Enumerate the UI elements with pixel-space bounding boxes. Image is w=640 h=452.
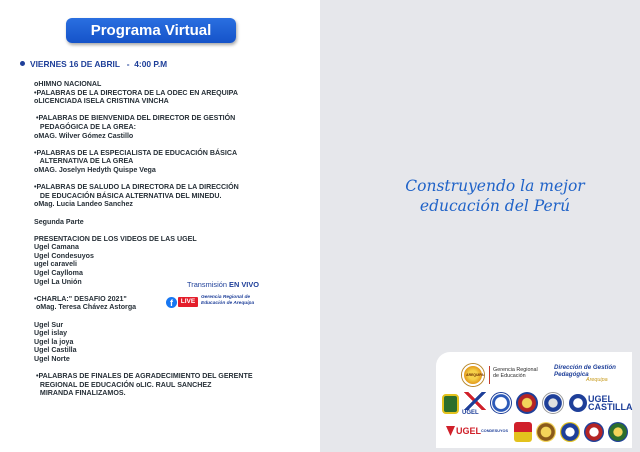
program-line: oMAG. Joselyn Hedyth Quispe Vega	[34, 165, 156, 174]
grg-divider	[489, 366, 490, 384]
program-spacer	[34, 209, 284, 218]
program-spacer	[34, 140, 284, 149]
live-stream-label	[187, 280, 259, 289]
program-line: Segunda Parte	[34, 217, 84, 226]
program-line: •PALABRAS DE SALUDO LA DIRECTORA DE LA DIRECCIÓN	[34, 183, 239, 192]
facebook-icon: f	[166, 297, 177, 308]
grg-text: Gerencia Regional de Educación	[493, 367, 538, 380]
program-line: •PALABRAS DE FINALES DE AGRADECIMIENTO DEL GERENTE	[34, 372, 253, 381]
program-spacer	[34, 226, 284, 235]
live-stream-label-prefix: Transmisión	[187, 280, 230, 289]
ugel-red-text: UGEL	[456, 426, 482, 436]
ugel-seal-gold-icon	[536, 422, 556, 442]
program-line: MIRANDA FINALIZAMOS.	[34, 389, 126, 398]
program-line: •CHARLA:" DESAFIO 2021"	[34, 294, 127, 303]
event-date	[20, 59, 167, 69]
program-line: oMag. Teresa Chávez Astorga	[34, 303, 137, 312]
program-line: Ugel Norte	[34, 355, 70, 363]
program-line: oLICENCIADA ISELA CRISTINA VINCHA	[34, 97, 169, 106]
program-spacer	[34, 364, 284, 373]
program-line: Ugel Caylloma	[34, 269, 83, 278]
ugel-red-sub: CONDESUYOS	[481, 429, 509, 433]
slogan: Construyendo la mejor educación del Perú	[405, 177, 585, 215]
live-badge: LIVE	[178, 297, 198, 307]
dgp-sub: Arequipa	[586, 377, 608, 383]
program-line: •PALABRAS DE LA DIRECTORA DE LA ODEC EN AREQUIPA	[34, 88, 239, 97]
gre-org-name: Gerencia Regional de Educación de Arequipa	[201, 295, 255, 306]
live-stream-label-strong: EN VIVO	[229, 280, 260, 289]
program-line: oMag. Lucia Landeo Sanchez	[34, 200, 133, 209]
arequipa-seal-icon	[462, 364, 484, 386]
district-seal-icon	[516, 392, 538, 414]
dgp-text: Dirección de Gestión Pedagógica	[554, 364, 616, 378]
ugel-red-mark-icon	[446, 426, 455, 436]
ugel-seal-green-icon	[608, 422, 628, 442]
program-line: Ugel Camana	[34, 243, 79, 252]
crest-seal-icon	[490, 392, 512, 414]
program-line: Ugel la joya	[34, 337, 74, 346]
bullet-icon	[20, 61, 25, 66]
program-spacer	[34, 175, 284, 184]
ugel-seal-blue-icon	[560, 422, 580, 442]
program-title-banner: Programa Virtual	[66, 18, 236, 43]
program-line: oMAG. Wilver Gómez Castillo	[34, 131, 134, 140]
ugel-castilla-text: UGEL CASTILLA	[588, 394, 633, 412]
program-line: •PALABRAS DE BIENVENIDA DEL DIRECTOR DE GESTIÓN	[34, 114, 236, 123]
program-line: Ugel Sur	[34, 320, 64, 329]
city-shield-icon	[514, 422, 532, 442]
program-line: PEDAGÓGICA DE LA GREA:	[34, 122, 136, 131]
live-stream-badge	[166, 280, 276, 316]
program-line: ugel caraveli	[34, 260, 77, 269]
program-line: •PALABRAS DE LA ESPECIALISTA DE EDUCACIÓN BÁSICA	[34, 148, 238, 157]
program-line: Ugel islay	[34, 329, 68, 338]
ugel-seal-red-icon	[584, 422, 604, 442]
program-line: REGIONAL DE EDUCACIÓN oLIC. RAUL SANCHEZ	[34, 380, 212, 389]
program-line: ALTERNATIVA DE LA GREA	[34, 157, 134, 166]
program-line: DE EDUCACIÓN BÁSICA ALTERNATIVA DEL MINEDU.	[34, 191, 222, 200]
program-line: Ugel La Unión	[34, 277, 82, 286]
province-seal-icon	[542, 392, 564, 414]
arequipa-seal-text: AREQUIPA	[466, 373, 484, 377]
institution-logos	[436, 352, 632, 448]
event-date-text: VIERNES 16 DE ABRIL - 4:00 P.M	[30, 59, 168, 69]
ugel-castilla-logo-icon	[569, 394, 587, 412]
ugel-small-text: UGEL	[462, 410, 479, 416]
mountain-ugel-icon	[463, 392, 487, 410]
school-seal-icon	[442, 394, 459, 414]
program-line: oHIMNO NACIONAL	[34, 80, 102, 88]
program-line: Ugel Castilla	[34, 346, 77, 355]
program-line: PRESENTACION DE LOS VIDEOS DE LAS UGEL	[34, 234, 197, 243]
program-list	[34, 80, 284, 398]
program-line: Ugel Condesuyos	[34, 251, 94, 260]
